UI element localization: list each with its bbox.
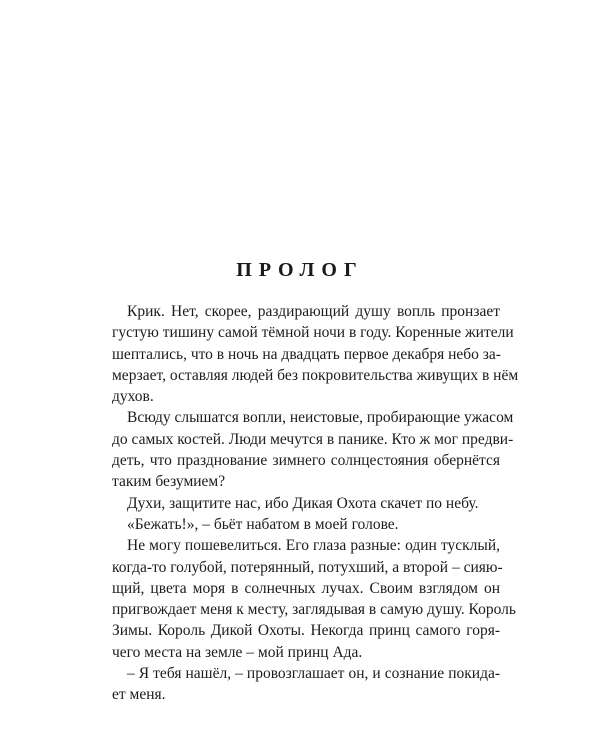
chapter-title: ПРОЛОГ: [236, 259, 364, 281]
text-line: чего места на земле – мой принц Ада.: [112, 643, 363, 661]
text-line: Всюду слышатся вопли, неистовые, пробирающие ужасом: [127, 409, 514, 427]
text-line: пригвождает меня к месту, заглядывая в самую душу. Король: [112, 601, 516, 619]
text-line: Не могу пошевелиться. Его глаза разные: один тусклый,: [127, 537, 500, 555]
text-line: щий, цвета моря в солнечных лучах. Своим взглядом он: [112, 579, 500, 597]
text-line: Крик. Нет, скорее, раздирающий душу вопль пронзает: [127, 303, 500, 320]
prologue-text: [112, 301, 519, 706]
text-line: деть, что празднование зимнего солнцестояния обернётся: [112, 452, 500, 470]
text-line: таким безумием?: [112, 473, 226, 491]
text-line: Духи, защитите нас, ибо Дикая Охота скачет по небу.: [127, 494, 479, 512]
text-line: духов.: [112, 388, 154, 406]
text-line: мерзает, оставляя людей без покровительства живущих в нём: [112, 366, 519, 384]
text-line: густую тишину самой тёмной ночи в году. Коренные жители: [112, 324, 514, 342]
text-line: «Бежать!», – бьёт набатом в моей голове.: [127, 515, 399, 533]
text-line: когда-то голубой, потерянный, потухший, а второй – сияю-: [112, 558, 503, 576]
text-line: до самых костей. Люди мечутся в панике. Кто ж мог предви-: [112, 430, 514, 448]
text-line: – Я тебя нашёл, – провозглашает он, и сознание покида-: [127, 665, 500, 683]
text-line: шептались, что в ночь на двадцать первое декабря небо за-: [112, 345, 501, 363]
text-line: Зимы. Король Дикой Охоты. Некогда принц самого горя-: [112, 622, 500, 640]
text-line: ет меня.: [112, 686, 166, 704]
